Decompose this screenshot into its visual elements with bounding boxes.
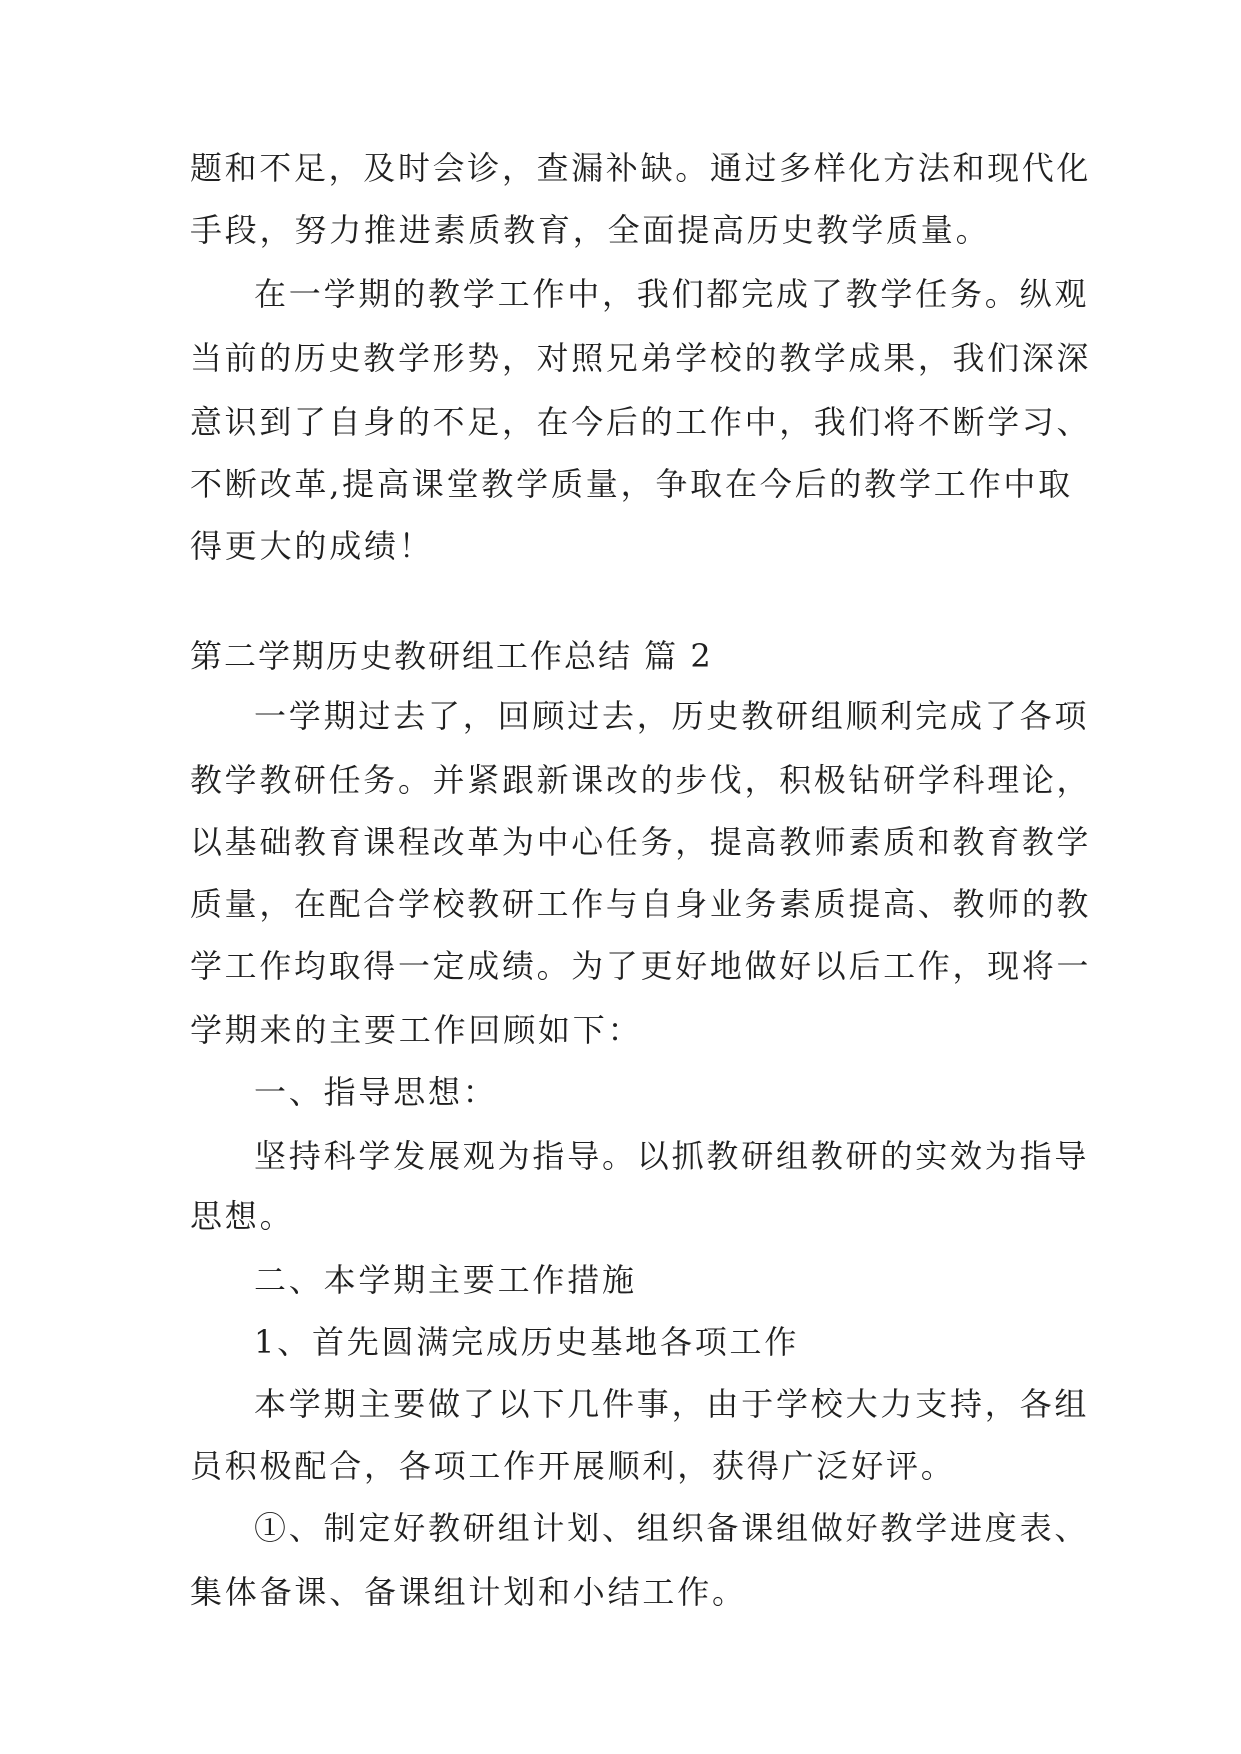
text-line: 不断改革,提高课堂教学质量，争取在今后的教学工作中取 [190, 465, 1073, 503]
text-line: 教学教研任务。并紧跟新课改的步伐，积极钻研学科理论， [190, 761, 1092, 799]
text-line: 得更大的成绩！ [190, 527, 434, 565]
text-line: 在一学期的教学工作中，我们都完成了教学任务。纵观 [254, 275, 1090, 313]
text-line: 当前的历史教学形势，对照兄弟学校的教学成果，我们深深 [190, 339, 1092, 377]
subheading: 一、指导思想： [254, 1073, 498, 1111]
text-line: 以基础教育课程改革为中心任务，提高教师素质和教育教学 [190, 823, 1092, 861]
text-line: 思想。 [190, 1197, 295, 1235]
text-line: 题和不足，及时会诊，查漏补缺。通过多样化方法和现代化 [190, 149, 1092, 187]
text-line: 员积极配合，各项工作开展顺利，获得广泛好评。 [190, 1447, 956, 1485]
text-line: 集体备课、备课组计划和小结工作。 [190, 1573, 747, 1611]
text-line: 手段，努力推进素质教育，全面提高历史教学质量。 [190, 211, 991, 249]
text-line: 学期来的主要工作回顾如下： [190, 1011, 643, 1049]
section-title: 第二学期历史教研组工作总结 篇 2 [190, 637, 713, 675]
subheading: 二、本学期主要工作措施 [254, 1261, 637, 1299]
text-line: 本学期主要做了以下几件事，由于学校大力支持，各组 [254, 1385, 1090, 1423]
text-line: 意识到了自身的不足，在今后的工作中，我们将不断学习、 [190, 403, 1092, 441]
subheading: 1、首先圆满完成历史基地各项工作 [254, 1323, 800, 1361]
text-line: 学工作均取得一定成绩。为了更好地做好以后工作，现将一 [190, 947, 1092, 985]
text-line: 一学期过去了，回顾过去，历史教研组顺利完成了各项 [254, 697, 1090, 735]
text-line: 质量，在配合学校教研工作与自身业务素质提高、教师的教 [190, 885, 1092, 923]
text-line: ①、制定好教研组计划、组织备课组做好教学进度表、 [254, 1509, 1090, 1547]
text-line: 坚持科学发展观为指导。以抓教研组教研的实效为指导 [254, 1137, 1090, 1175]
